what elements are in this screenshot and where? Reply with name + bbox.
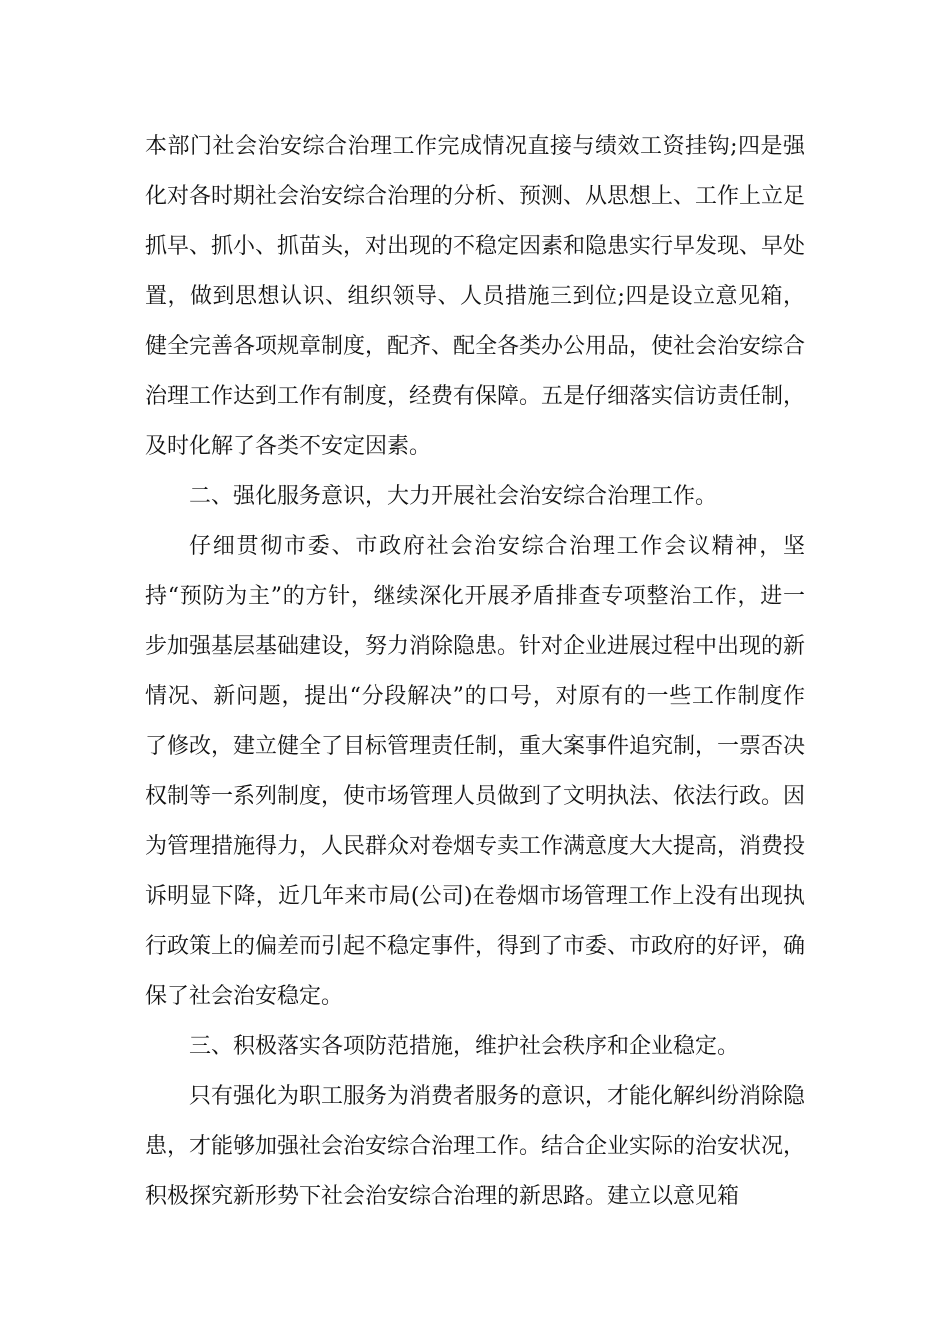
paragraph-section-2: 仔细贯彻市委、市政府社会治安综合治理工作会议精神，坚持“预防为主”的方针，继续深化开展矛盾排查专项整治工作，进一步加强基层基础建设，努力消除隐患。针对企业进展过程中出现的新情况、新问题，提出“分段解决”的口号，对原有的一些工作制度作了修改，建立健全了目标管理责任制，重大案事件追究制，一票否决权制等一系列制度，使市场管理人员做到了文明执法、依法行政。因为管理措施得力，人民群众对卷烟专卖工作满意度大大提高，消费投诉明显下降，近几年来市局(公司)在卷烟市场管理工作上没有出现执行政策上的偏差而引起不稳定事件，得到了市委、市政府的好评，确保了社会治安稳定。 (145, 534, 806, 1009)
paragraph-section-3: 只有强化为职工服务为消费者服务的意识，才能化解纠纷消除隐患，才能够加强社会治安综合治理工作。结合企业实际的治安状况，积极探究新形势下社会治安综合治理的新思路。建立以意见箱 (145, 1084, 806, 1209)
section-heading-3: 三、积极落实各项防范措施，维护社会秩序和企业稳定。 (189, 1034, 740, 1059)
section-heading-2: 二、强化服务意识，大力开展社会治安综合治理工作。 (189, 484, 718, 509)
paragraph-continuation: 本部门社会治安综合治理工作完成情况直接与绩效工资挂钩;四是强化对各时期社会治安综合治理的分析、预测、从思想上、工作上立足抓早、抓小、抓苗头，对出现的不稳定因素和隐患实行早发现、早处置，做到思想认识、组织领导、人员措施三到位;四是设立意见箱，健全完善各项规章制度，配齐、配全各类办公用品，使社会治安综合治理工作达到工作有制度，经费有保障。五是仔细落实信访责任制，及时化解了各类不安定因素。 (145, 134, 806, 459)
document-body (145, 122, 805, 1222)
